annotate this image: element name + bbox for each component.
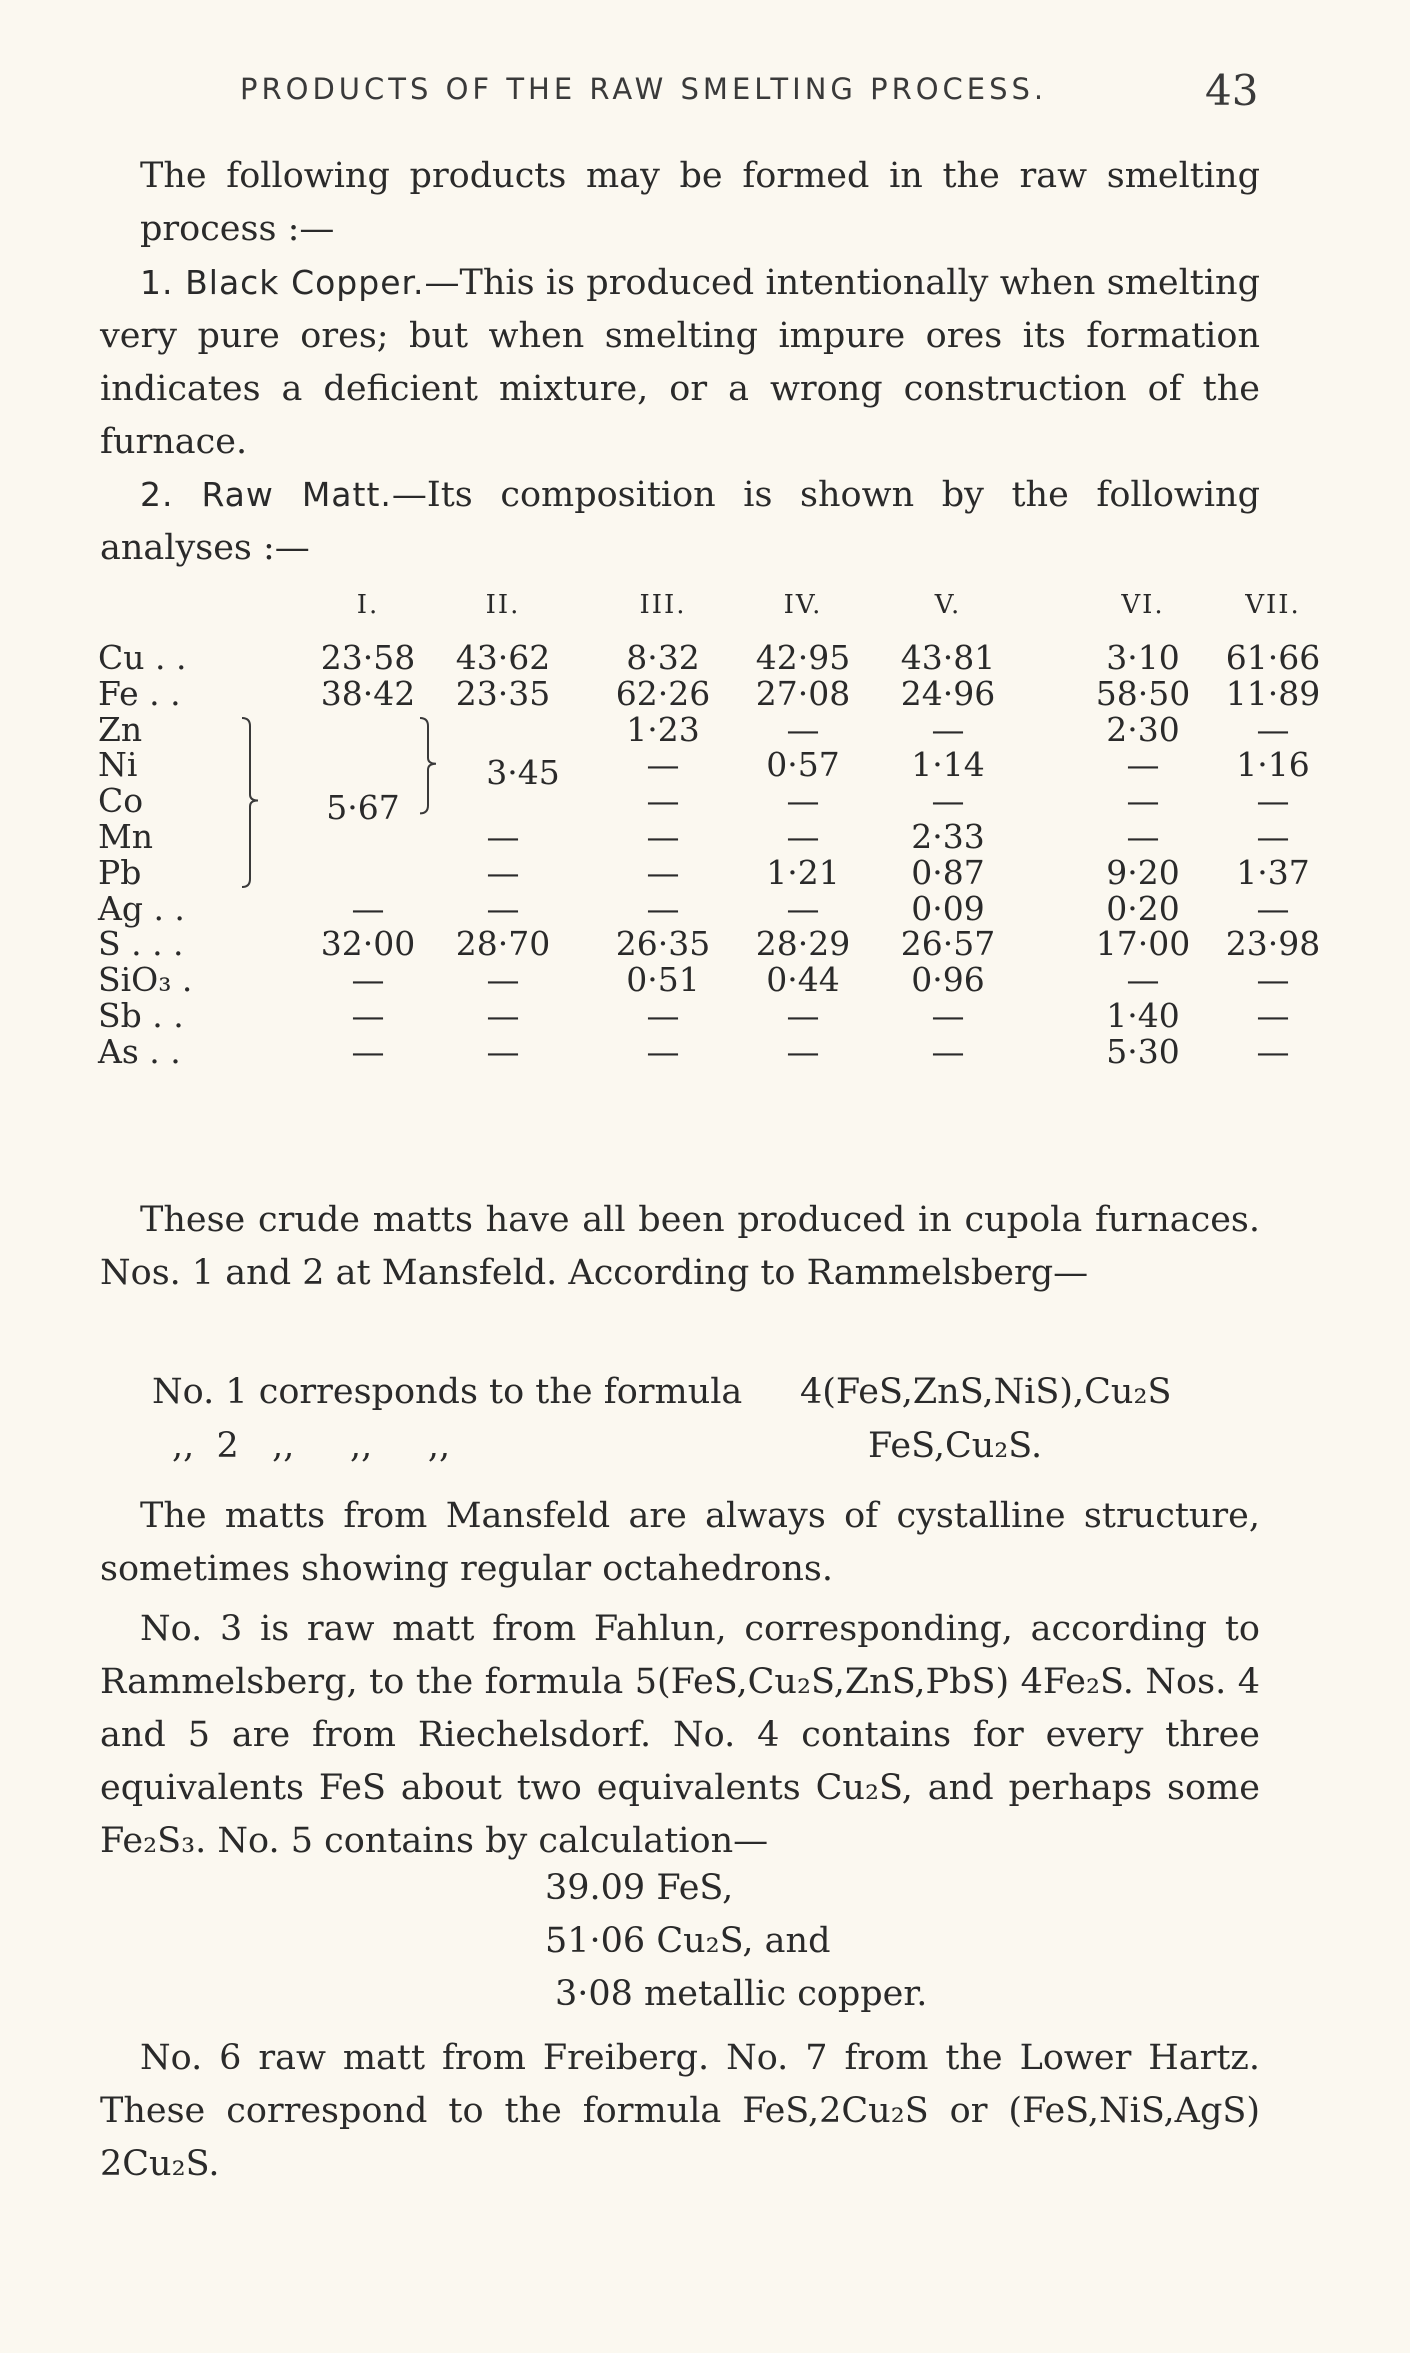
black-copper-text: —This is produced intentionally when smelting very pure ores; but when smelting impure ores its formation indicates a deficient mixture, or a wrong construction of the furnace. [100,263,1260,462]
table-cell: 43·81 [900,638,996,677]
column-header: V. [934,590,962,620]
brace-col1 [238,714,268,897]
table-cell: — [486,996,520,1035]
table-cell: 61·66 [1225,638,1321,677]
column-header: IV. [783,590,823,620]
intro-paragraph [100,150,1260,256]
table-cell: — [1256,709,1290,749]
table-cell: 2·30 [1106,709,1180,749]
table-cell: 1·37 [1236,852,1310,892]
element-label: S . . . [98,924,184,964]
formula-no1-label: No. 1 corresponds to the formula [152,1372,743,1412]
element-label: Cu . . [98,638,187,677]
element-label: Pb [98,852,142,892]
formula-no2-ditto: ,, 2 ,, ,, ,, [172,1426,451,1466]
element-label: Zn [98,709,143,749]
table-cell: 0·96 [911,960,985,1000]
element-label: Fe . . [98,673,181,713]
table-cell: 9·20 [1106,852,1180,892]
element-label: Mn [98,817,154,856]
table-cell: — [1256,960,1290,1000]
table-row [98,924,1321,964]
item-black-copper [100,256,1260,469]
table-cell: — [931,709,965,749]
table-cell: 62·26 [615,673,711,713]
table-cell: — [931,996,965,1035]
column-header: VI. [1121,590,1165,620]
table-cell: — [486,888,520,928]
table-cell: — [1256,888,1290,928]
brace-col2 [416,714,446,823]
table-row [98,638,1321,678]
no6-text: No. 6 raw matt from Freiberg. No. 7 from the Lower Hartz. These correspond to the formula FeS,2Cu₂S or (FeS,NiS,AgS) 2Cu₂S. [100,2038,1260,2184]
bracket-value-col1: 5·67 [326,788,400,828]
table-cell: — [1256,1031,1290,1071]
no6-paragraph [100,2032,1260,2191]
table-row [98,888,1290,929]
table-cell: — [351,960,385,1000]
calc-cu2s: 51·06 Cu₂S, and [545,1921,831,1961]
table-row [98,817,1290,857]
table-cell: 3·10 [1106,638,1180,677]
table-cell: 28·70 [455,924,551,964]
running-title: PRODUCTS OF THE RAW SMELTING PROCESS. [240,72,1048,106]
element-label: Ag . . [98,888,185,928]
no3-paragraph [100,1603,1260,1868]
no3-text: No. 3 is raw matt from Fahlun, corresponding, according to Rammelsberg, to the formula 5(FeS,Cu₂S,ZnS,PbS) 4Fe₂S. Nos. 4 and 5 are from Riechelsdorf. No. 4 contains for every three equivalents FeS about two equivalents Cu₂S, and perhaps some Fe₂S₃. No. 5 contains by calculation— [100,1609,1260,1861]
column-header: II. [485,590,521,620]
table-cell: 1·16 [1236,745,1310,785]
table-cell: — [786,1031,820,1071]
element-label: SiO₃ . [98,960,193,1000]
intro-text: The following products may be formed in the raw smelting process :— [140,156,1260,249]
table-cell: — [1126,745,1160,785]
calc-metallic-copper: 3·08 metallic copper. [555,1974,928,2014]
table-cell: 26·35 [615,924,711,964]
table-cell: — [1256,996,1290,1035]
table-cell: — [486,1031,520,1071]
table-cell: — [931,781,965,821]
table-cell: 27·08 [755,673,851,713]
table-cell: 5·30 [1106,1031,1180,1071]
element-label: As . . [98,1031,181,1071]
table-cell: — [351,1031,385,1071]
table-cell: — [786,996,820,1035]
column-header: III. [639,590,687,620]
table-cell: 1·23 [626,709,700,749]
table-cell: 0·09 [911,888,985,928]
table-row [98,709,1290,750]
table-cell: — [646,852,680,892]
table-cell: — [646,1031,680,1071]
formula-no1 [152,1372,742,1412]
table-cell: — [646,817,680,856]
column-header: I. [356,590,380,620]
table-cell: 0·51 [626,960,700,1000]
table-row [98,996,1290,1036]
table-cell: 24·96 [900,673,996,713]
mansfeld-text: The matts from Mansfeld are always of cystalline structure, sometimes showing regular octahedrons. [100,1496,1260,1589]
raw-matt-text: —Its composition is shown by the following analyses :— [100,475,1260,568]
table-cell: — [646,781,680,821]
crude-matts-paragraph [100,1194,1260,1300]
page-number: 43 [1205,66,1259,115]
table-cell: 26·57 [900,924,996,964]
table-cell: — [786,709,820,749]
bracket-value-col2: 3·45 [486,752,560,792]
table-row [98,745,1310,785]
table-row [98,673,1321,714]
item-raw-matt [100,468,1260,575]
table-cell: 1·40 [1106,996,1180,1035]
table-cell: 8·32 [626,638,700,677]
table-cell: — [1256,817,1290,856]
black-copper-label: 1. Black Copper. [140,263,425,302]
table-cell: 32·00 [320,924,416,964]
column-header: VII. [1245,590,1301,620]
table-cell: 17·00 [1095,924,1191,964]
element-label: Sb . . [98,996,184,1035]
table-cell: 58·50 [1095,673,1191,713]
table-cell: — [646,996,680,1035]
table-row [98,1031,1290,1072]
table-cell: — [786,817,820,856]
table-cell: — [351,996,385,1035]
table-cell: 42·95 [755,638,851,677]
table-cell: 0·20 [1106,888,1180,928]
table-cell: 23·35 [455,673,551,713]
table-row [98,781,1290,821]
table-cell: 11·89 [1225,673,1321,713]
table-cell: 2·33 [911,817,985,856]
table-cell: — [646,745,680,785]
table-cell: — [1126,781,1160,821]
mansfeld-paragraph [100,1490,1260,1596]
table-cell: — [486,852,520,892]
table-cell: 0·44 [766,960,840,1000]
crude-matts-text: These crude matts have all been produced in cupola furnaces. Nos. 1 and 2 at Mansfeld. According to Rammelsberg— [100,1200,1260,1293]
table-cell: 38·42 [320,673,416,713]
table-cell: 0·87 [911,852,985,892]
table-cell: — [1126,960,1160,1000]
table-cell: 23·98 [1225,924,1321,964]
table-cell: — [351,888,385,928]
table-cell: 0·57 [766,745,840,785]
table-row [98,852,1310,893]
table-cell: 43·62 [455,638,551,677]
formula-no2-value: FeS,Cu₂S. [868,1426,1043,1466]
table-cell: 1·21 [766,852,840,892]
formula-no1-value: 4(FeS,ZnS,NiS),Cu₂S [800,1372,1172,1412]
table-cell: 28·29 [755,924,851,964]
table-cell: — [1126,817,1160,856]
table-cell: — [931,1031,965,1071]
element-label: Ni [98,745,138,785]
table-cell: — [786,781,820,821]
table-cell: 23·58 [320,638,416,677]
table-cell: — [486,960,520,1000]
table-row [98,960,1290,1000]
table-cell: 1·14 [911,745,985,785]
calc-fes: 39.09 FeS, [545,1868,734,1908]
element-label: Co [98,781,144,821]
table-cell: — [646,888,680,928]
table-cell: — [786,888,820,928]
table-cell: — [1256,781,1290,821]
table-cell: — [486,817,520,856]
raw-matt-label: 2. Raw Matt. [140,475,392,514]
